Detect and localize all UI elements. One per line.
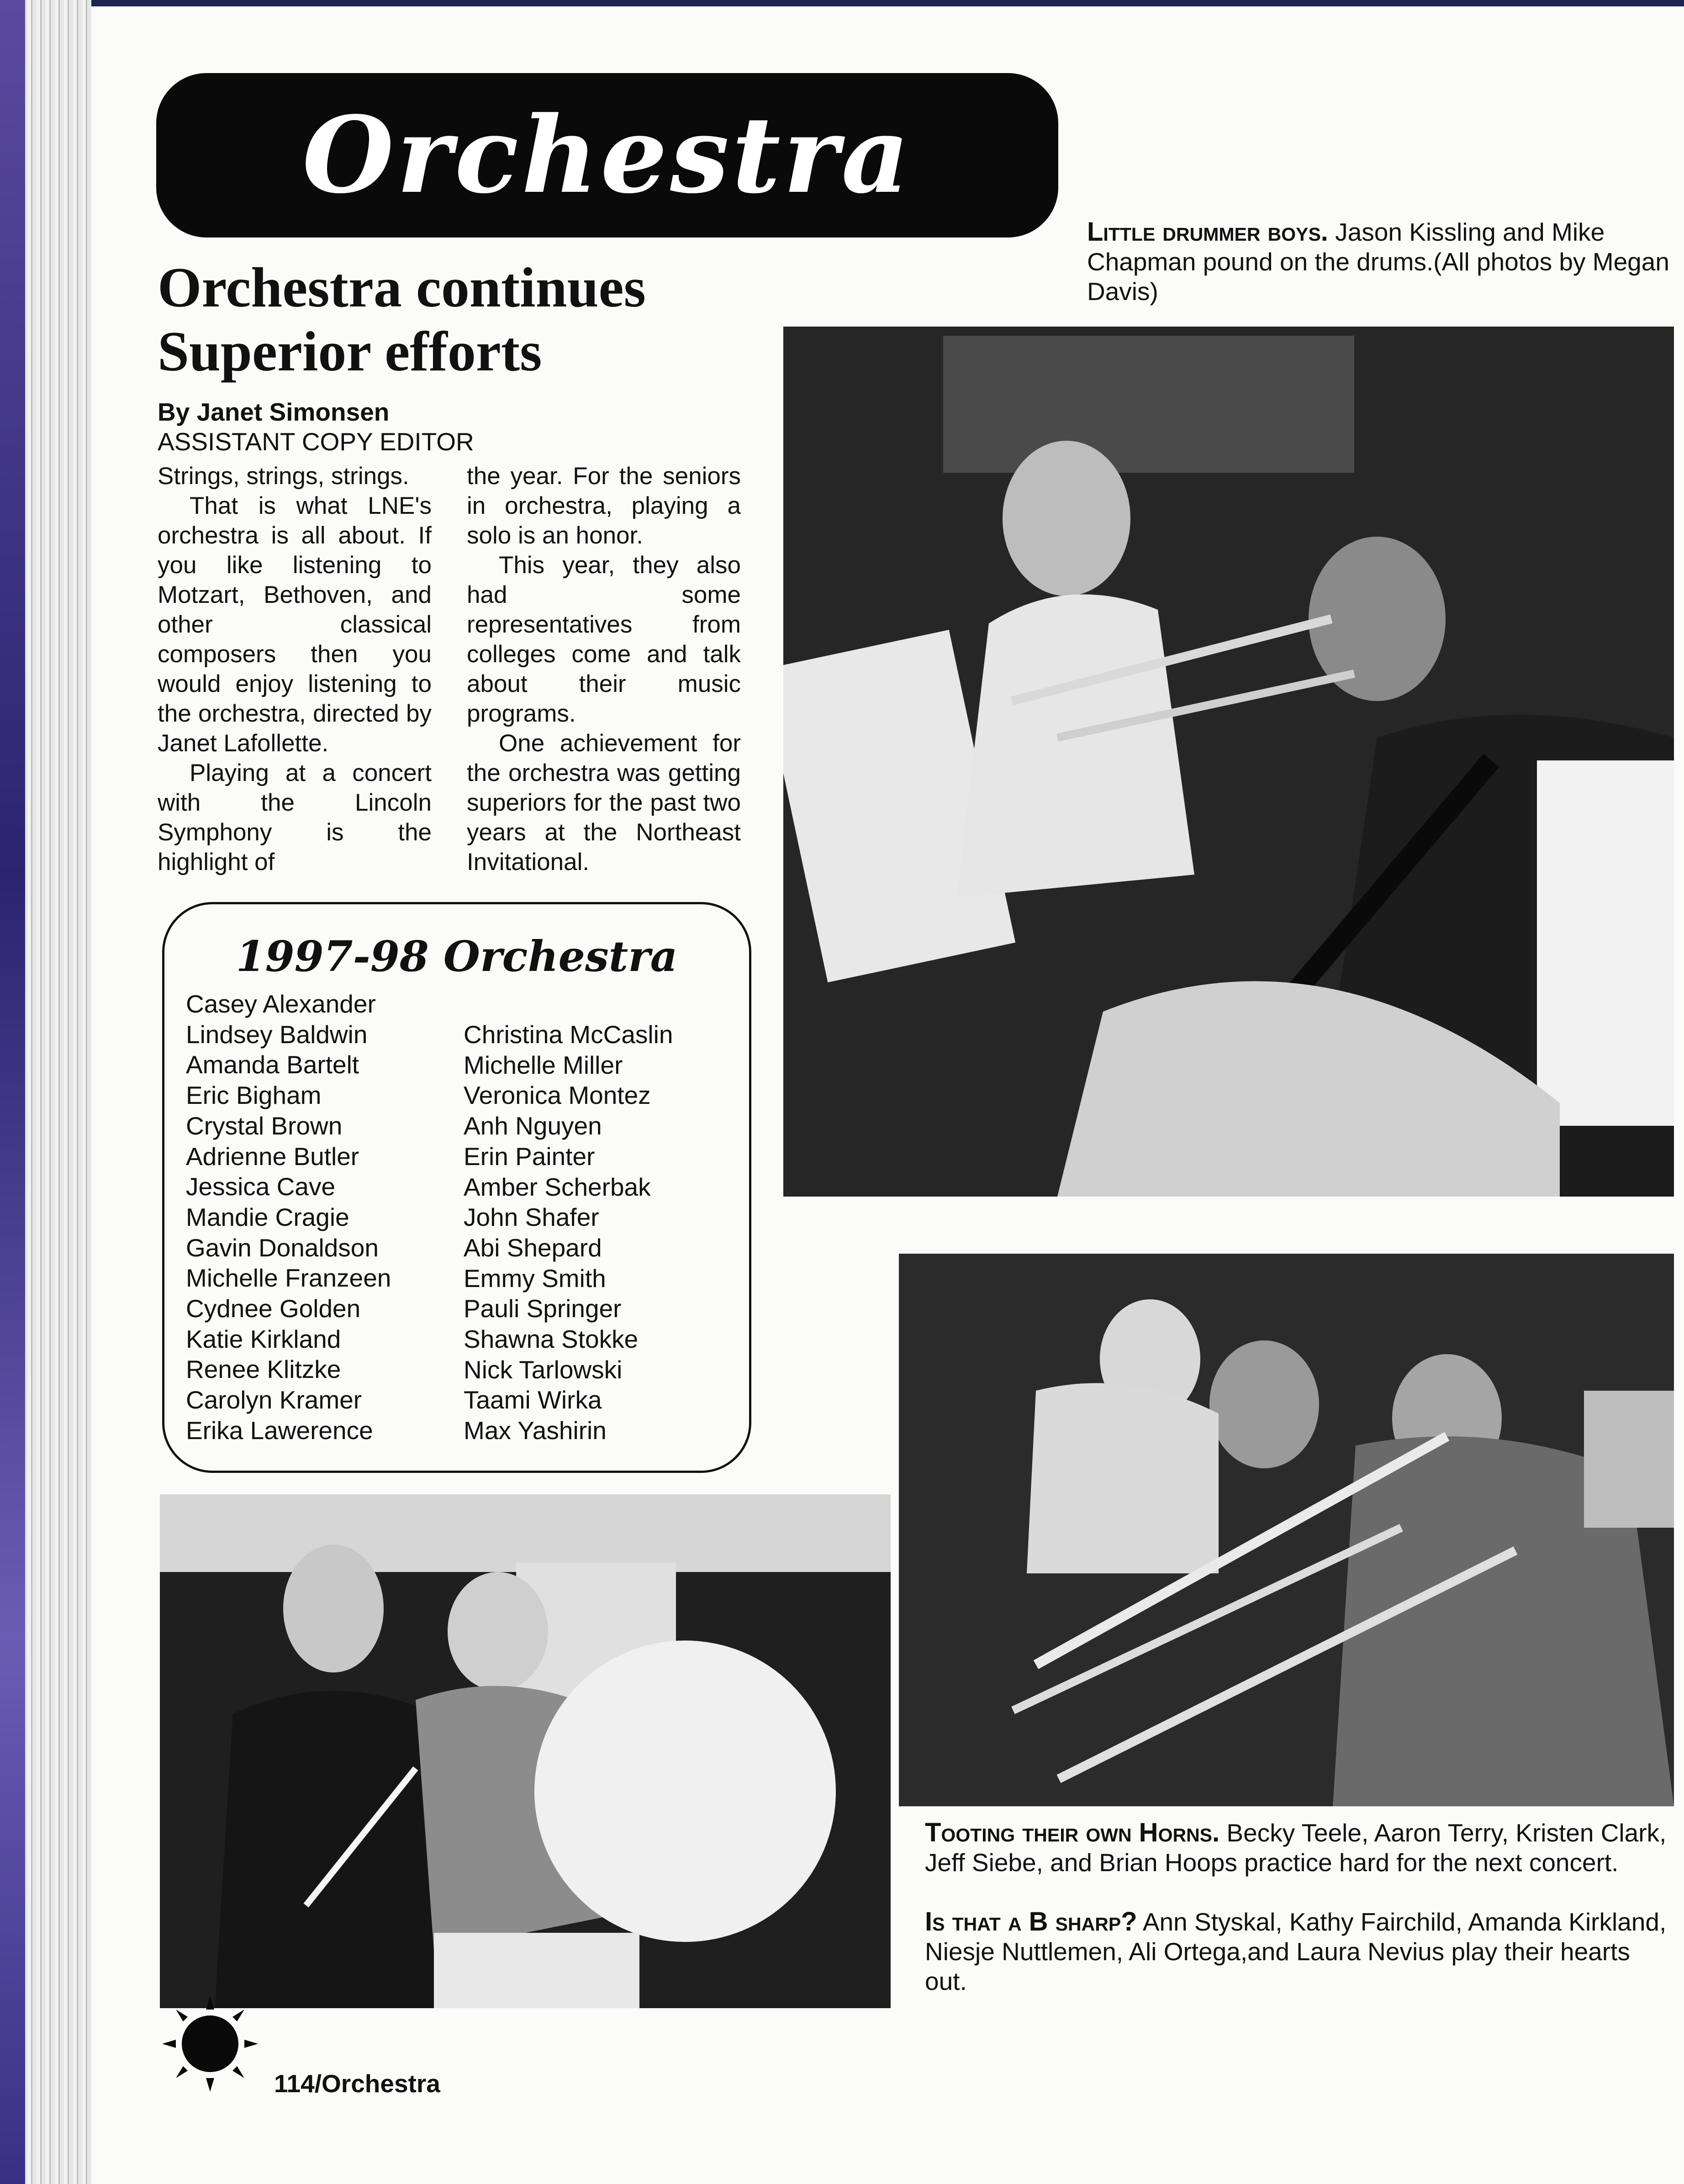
roster-name: Gavin Donaldson	[186, 1233, 379, 1262]
roster-name: Erin Painter	[464, 1142, 595, 1171]
roster-name: Christina McCaslin	[464, 1020, 673, 1049]
roster-name: Casey Alexander	[186, 990, 376, 1018]
caption-body: Ann Styskal, Kathy Fairchild, Amanda Kirkland, Niesje Nuttlemen, Ali Ortega,and Laura Nevius play their hearts out.	[925, 1908, 1667, 1995]
article-headline	[158, 256, 797, 384]
paragraph: Strings, strings, strings.	[158, 463, 409, 490]
article-column-2	[467, 461, 741, 877]
paragraph: This year, they also had some representatives from colleges come and talk about their music programs.	[467, 552, 741, 727]
roster-name: Amanda Bartelt	[186, 1050, 359, 1079]
roster-name: Eric Bigham	[186, 1081, 322, 1110]
roster-name: Pauli Springer	[464, 1294, 622, 1323]
roster-name: Taami Wirka	[464, 1386, 602, 1414]
roster-name: Adrienne Butler	[186, 1142, 359, 1171]
roster-name: Jessica Cave	[186, 1172, 336, 1201]
photo-flute-players	[783, 327, 1674, 1197]
photo-trombone-players	[899, 1254, 1674, 1806]
article-column-1	[158, 461, 432, 877]
roster-right-column	[464, 1019, 673, 1446]
headline-line-2: Superior efforts	[158, 320, 542, 383]
roster-name: Michelle Franzeen	[186, 1264, 391, 1292]
roster-title: 1997-98 Orchestra	[236, 932, 678, 981]
roster-name: Veronica Montez	[464, 1081, 651, 1110]
caption-tooting-horns	[925, 1818, 1674, 1878]
roster-name: Abi Shepard	[464, 1233, 602, 1262]
paragraph: the year. For the seniors in orchestra, playing a solo is an honor.	[467, 463, 741, 549]
caption-b-sharp	[925, 1907, 1674, 1996]
section-banner	[156, 73, 1058, 237]
roster-name: Carolyn Kramer	[186, 1386, 362, 1414]
paragraph: Playing at a concert with the Lincoln Symphony is the highlight of	[158, 760, 432, 876]
roster-left-column	[186, 989, 391, 1446]
byline: By Janet Simonsen	[158, 398, 390, 426]
caption-heading: Little drummer boys.	[1087, 217, 1328, 247]
roster-name: Crystal Brown	[186, 1111, 343, 1140]
roster-name: Katie Kirkland	[186, 1324, 341, 1353]
paragraph: One achievement for the orchestra was getting superiors for the past two years at the Northeast Invitational.	[467, 730, 741, 876]
photo-drummers	[160, 1494, 891, 2008]
caption-body: Becky Teele, Aaron Terry, Kristen Clark, Jeff Siebe, and Brian Hoops practice hard for the next concert.	[925, 1819, 1667, 1877]
roster-name: Amber Scherbak	[464, 1172, 651, 1201]
paragraph: That is what LNE's orchestra is all about. If you like listening to Motzart, Bethoven, and other classical composers then you would enjoy listening to the orchestra, directed by Janet Lafollette.	[158, 492, 432, 757]
roster-name: Emmy Smith	[464, 1264, 606, 1292]
roster-box	[162, 902, 751, 1473]
roster-name: John Shafer	[464, 1203, 599, 1232]
caption-drummer-boys	[1087, 217, 1681, 306]
caption-body: Jason Kissling and Mike Chapman pound on the drums.(All photos by Megan Davis)	[1087, 218, 1669, 306]
roster-name: Max Yashirin	[464, 1416, 607, 1445]
caption-heading: Is that a B sharp?	[925, 1907, 1137, 1936]
roster-name: Renee Klitzke	[186, 1355, 341, 1384]
roster-name: Michelle Miller	[464, 1050, 623, 1079]
roster-name: Cydnee Golden	[186, 1294, 361, 1323]
roster-name: Lindsey Baldwin	[186, 1020, 368, 1049]
headline-line-1: Orchestra continues	[158, 256, 646, 319]
roster-name: Erika Lawerence	[186, 1416, 373, 1445]
sun-emblem-icon	[158, 1991, 263, 2096]
book-cover-edge	[0, 0, 25, 2184]
byline-role: ASSISTANT COPY EDITOR	[158, 427, 474, 456]
roster-name: Shawna Stokke	[464, 1325, 639, 1354]
page-folio: 114/Orchestra	[274, 2069, 440, 2098]
caption-heading: Tooting their own Horns.	[925, 1818, 1220, 1847]
section-title: Orchestra	[302, 94, 913, 217]
top-edge	[91, 0, 1684, 6]
roster-name: Anh Nguyen	[464, 1112, 602, 1140]
roster-name: Mandie Cragie	[186, 1203, 349, 1231]
roster-name: Nick Tarlowski	[464, 1355, 623, 1384]
